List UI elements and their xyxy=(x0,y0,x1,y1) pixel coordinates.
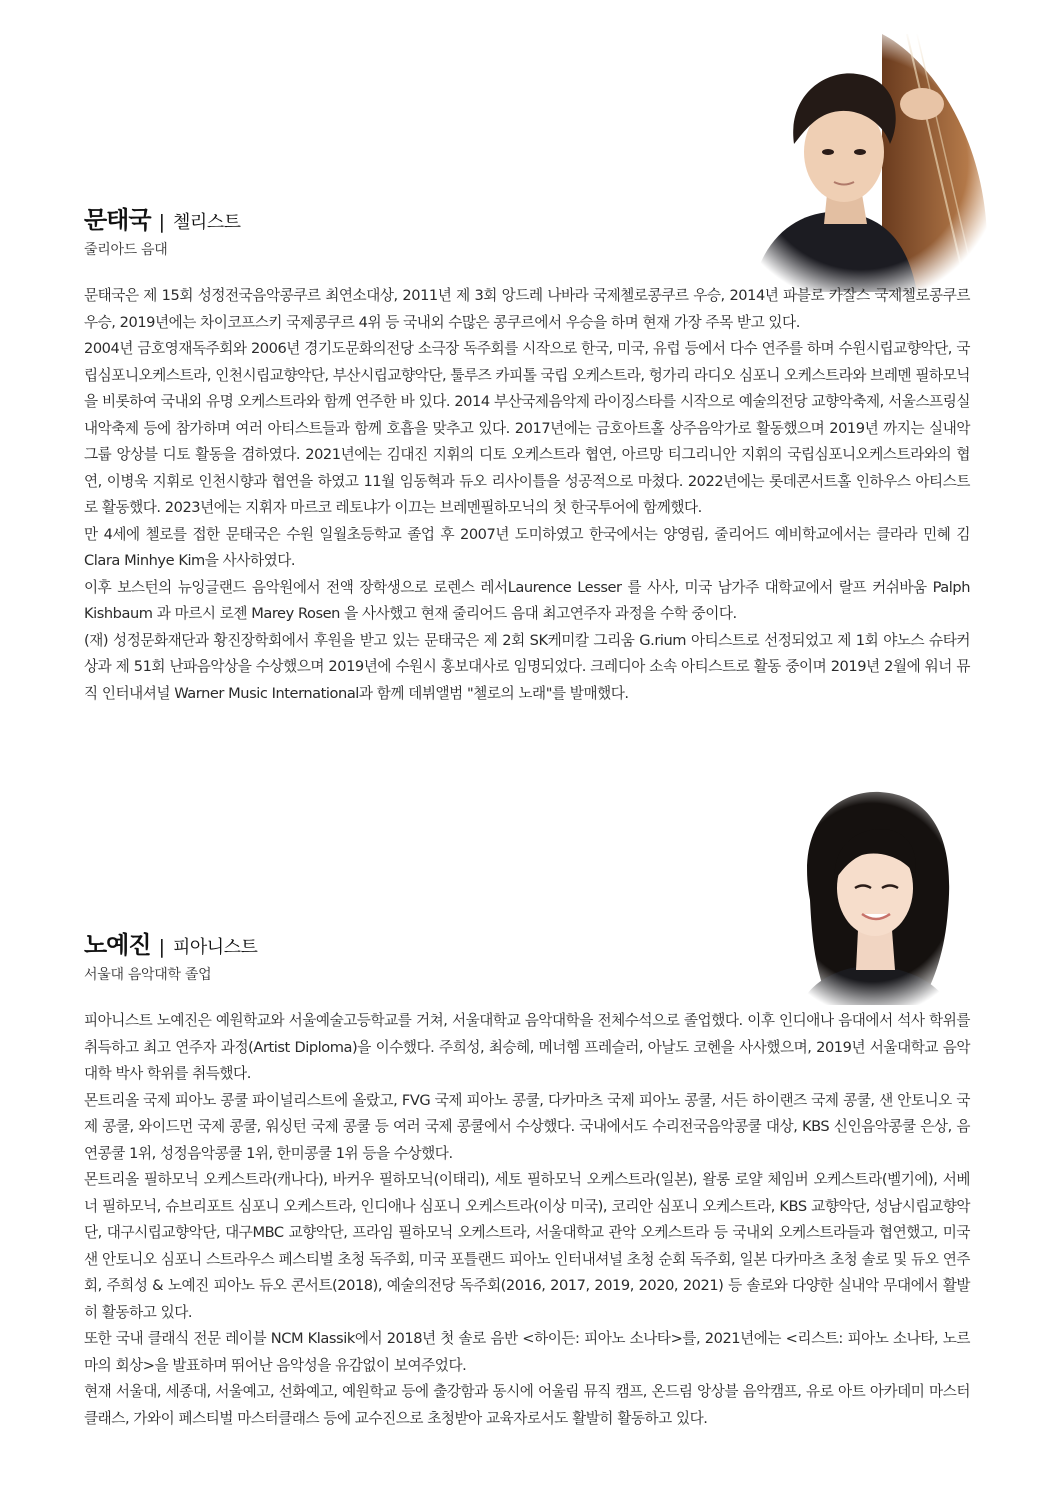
heading-separator: | xyxy=(158,936,165,958)
artist-name: 문태국 xyxy=(84,206,151,234)
bio-paragraph: 문태국은 제 15회 성정전국음악콩쿠르 최연소대상, 2011년 제 3회 앙드레 나바라 국제첼로콩쿠르 우승, 2014년 파블로 카잘스 국제첼로콩쿠르 우승, 2019년에는 차이코프스키 국제콩쿠르 4위 등 국내외 수많은 콩쿠르에서 우승을 하며 현재 가장 주목 받고 있다. xyxy=(84,287,970,331)
bio-paragraph: 몬트리올 필하모닉 오케스트라(캐나다), 바커우 필하모닉(이태리), 세토 필하모닉 오케스트라(일본), 왈롱 로얄 체임버 오케스트라(벨기에), 서베너 필하모닉, 슈브리포트 심포니 오케스트라, 인디애나 심포니 오케스트라(이상 미국), 코리안 심포니 오케스트라, KBS 교향악단, 성남시립교향악단, 대구시립교향악단, 대구MBC 교향악단, 프라임 필하모닉 오케스트라, 서울대학교 관악 오케스트라 등 국내외 오케스트라들과 협연했고, 미국 샌 안토니오 심포니 스트라우스 페스티벌 초청 독주회, 미국 포틀랜드 피아노 인터내셔널 초청 순회 독주회, 일본 다카마츠 초청 솔로 및 듀오 연주회, 주희성 & 노예진 피아노 듀오 콘서트(2018), 예술의전당 독주회(2016, 2017, 2019, 2020, 2021) 등 솔로와 다양한 실내악 무대에서 활발히 활동하고 있다. xyxy=(84,1171,970,1321)
artist-biography xyxy=(84,1008,970,1432)
bio-paragraph: 피아니스트 노예진은 예원학교와 서울예술고등학교를 거쳐, 서울대학교 음악대학을 전체수석으로 졸업했다. 이후 인디애나 음대에서 석사 학위를 취득하고 최고 연주자 과정(Artist Diploma)을 이수했다. 주희성, 최승헤, 메너헴 프레슬러, 아날도 코헨을 사사했으며, 2019년 서울대학교 음악대학 박사 학위를 취득했다. xyxy=(84,1012,970,1082)
bio-paragraph: 현재 서울대, 세종대, 서울예고, 선화예고, 예원학교 등에 출강함과 동시에 어울림 뮤직 캠프, 온드림 앙상블 음악캠프, 유로 아트 아카데미 마스터클래스, 가와이 페스티벌 마스터클래스 등에 교수진으로 초청받아 교육자로서도 활발히 활동하고 있다. xyxy=(84,1383,970,1427)
artist-section-pianist xyxy=(84,925,970,1432)
bio-paragraph: 만 4세에 첼로를 접한 문태국은 수원 일월초등학교 졸업 후 2007년 도미하였고 한국에서는 양영림, 줄리어드 예비학교에서는 클라라 민혜 김Clara Minhye Kim을 사사하였다. xyxy=(84,525,970,569)
artist-section-cellist xyxy=(84,200,970,707)
bio-paragraph: 이후 보스턴의 뉴잉글랜드 음악원에서 전액 장학생으로 로렌스 레서Laurence Lesser 를 사사, 미국 남가주 대학교에서 랄프 커쉬바움 Palph Kishbaum 과 마르시 로젠 Marey Rosen 을 사사했고 현재 줄리어드 음대 최고연주자 과정을 수학 중이다. xyxy=(84,578,970,622)
bio-paragraph: 몬트리올 국제 피아노 콩쿨 파이널리스트에 올랐고, FVG 국제 피아노 콩쿨, 다카마츠 국제 피아노 콩쿨, 서든 하이랜즈 국제 콩쿨, 샌 안토니오 국제 콩쿨, 와이드먼 국제 콩쿨, 워싱턴 국제 콩쿨 등 여러 국제 콩쿨에서 수상했다. 국내에서도 수리전국음악콩쿨 대상, KBS 신인음악콩쿨 은상, 음연콩쿨 1위, 성정음악콩쿨 1위, 한미콩쿨 1위 등을 수상했다. xyxy=(84,1091,970,1162)
artist-heading xyxy=(84,925,970,960)
artist-heading xyxy=(84,200,970,235)
artist-education: 줄리아드 음대 xyxy=(84,242,168,258)
artist-role: 피아니스트 xyxy=(172,937,258,958)
artist-role: 첼리스트 xyxy=(172,212,241,233)
bio-paragraph: (재) 성정문화재단과 황진장학회에서 후원을 받고 있는 문태국은 제 2회 SK케미칼 그리움 G.rium 아티스트로 선정되었고 제 1회 야노스 슈타커 상과 제 51회 난파음악상을 수상했으며 2019년에 수원시 홍보대사로 임명되었다. 크레디아 소속 아티스트로 활동 중이며 2019년 2월에 워너 뮤직 인터내셔널 Warner Music International과 함께 데뷔앨범 "첼로의 노래"를 발매했다. xyxy=(84,631,970,702)
bio-paragraph: 2004년 금호영재독주회와 2006년 경기도문화의전당 소극장 독주회를 시작으로 한국, 미국, 유럽 등에서 다수 연주를 하며 수원시립교향악단, 국립심포니오케스트라, 인천시립교향악단, 부산시립교향악단, 툴루즈 카피톨 국립 오케스트라, 헝가리 라디오 심포니 오케스트라와 브레멘 필하모닉을 비롯하여 국내외 유명 오케스트라와 함께 연주한 바 있다. 2014 부산국제음악제 라이징스타를 시작으로 예술의전당 교향악축제, 서울스프링실내악축제 등에 참가하며 여러 아티스트들과 함께 호흡을 맞추고 있다. 2017년에는 금호아트홀 상주음악가로 활동했으며 2019년 까지는 실내악 그룹 앙상블 디토 활동을 겸하였다. 2021년에는 김대진 지휘의 디토 오케스트라 협연, 아르망 티그리니안 지휘의 국립심포니오케스트라와의 협연, 이병욱 지휘로 인천시향과 협연을 하였고 11월 임동혁과 듀오 리사이틀을 성공적으로 마쳤다. 2022년에는 롯데콘서트홀 인하우스 아티스트로 활동했다. 2023년에는 지휘자 마르코 레토냐가 이끄는 브레멘필하모닉의 첫 한국투어에 함께했다. xyxy=(84,340,970,516)
artist-biography xyxy=(84,283,970,707)
bio-paragraph: 또한 국내 클래식 전문 레이블 NCM Klassik에서 2018년 첫 솔로 음반 <하이든: 피아노 소나타>를, 2021년에는 <리스트: 피아노 소나타, 노르마의 회상>을 발표하며 뛰어난 음악성을 유감없이 보여주었다. xyxy=(84,1330,970,1374)
artist-name: 노예진 xyxy=(84,931,151,959)
artist-education: 서울대 음악대학 졸업 xyxy=(84,967,212,983)
heading-separator: | xyxy=(158,211,165,233)
